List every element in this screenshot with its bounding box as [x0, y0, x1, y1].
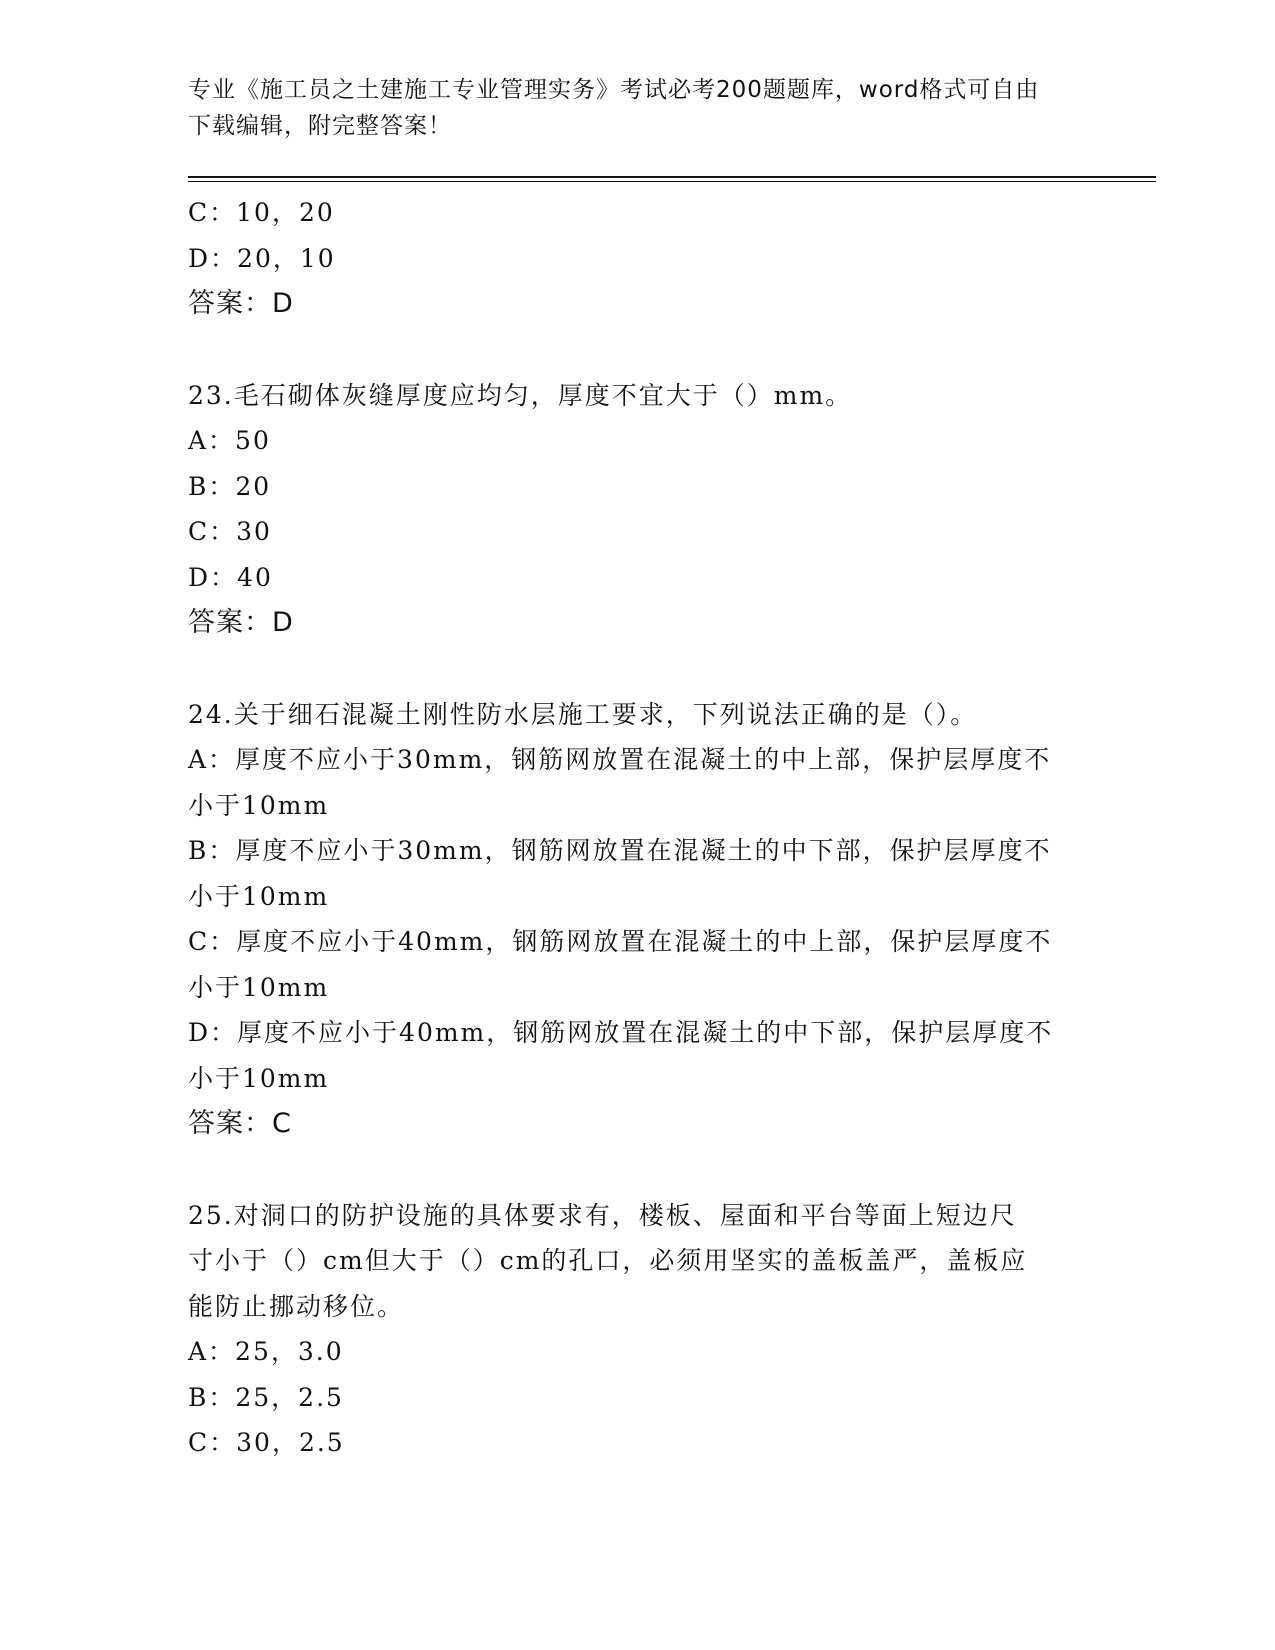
- spacer: [188, 646, 1088, 692]
- spacer: [188, 1147, 1088, 1193]
- q23-option-d: D：40: [188, 562, 273, 592]
- q24-option-b-cont: 小于10mm: [188, 881, 330, 911]
- q25-stem-cont-1: 寸小于（）cm但大于（）cm的孔口，必须用坚实的盖板盖严，盖板应: [188, 1246, 1028, 1275]
- q23-option-c: C：30: [188, 517, 272, 546]
- q24-option-b: B：厚度不应小于30mm，钢筋网放置在混凝土的中下部，保护层厚度不: [188, 836, 1052, 865]
- q24-stem: 24.关于细石混凝土刚性防水层施工要求，下列说法正确的是（）。: [188, 699, 978, 729]
- q25-stem-cont-2: 能防止挪动移位。: [188, 1291, 405, 1321]
- prev-answer: 答案：D: [188, 288, 294, 319]
- q23-option-b: B：20: [188, 471, 272, 501]
- q25-stem: 25.对洞口的防护设施的具体要求有，楼板、屋面和平台等面上短边尺: [188, 1200, 1017, 1230]
- q24-option-a-cont: 小于10mm: [188, 790, 330, 820]
- q24-answer: 答案：C: [188, 1108, 292, 1139]
- page-header: [188, 72, 1068, 144]
- header-divider-thin: [188, 181, 1156, 182]
- q24-option-c-cont: 小于10mm: [188, 972, 330, 1002]
- q23-answer: 答案：D: [188, 607, 294, 638]
- q25-option-c: C：30，2.5: [188, 1428, 345, 1457]
- q23-option-a: A：50: [188, 426, 271, 455]
- header-divider-thick: [188, 176, 1156, 178]
- q25-option-b: B：25，2.5: [188, 1382, 344, 1412]
- header-line-1: 专业《施工员之土建施工专业管理实务》考试必考200题题库，word格式可自由: [188, 77, 1040, 103]
- q24-option-c: C：厚度不应小于40mm，钢筋网放置在混凝土的中上部，保护层厚度不: [188, 927, 1053, 956]
- header-line-2: 下载编辑，附完整答案！: [188, 113, 452, 139]
- question-content: [188, 190, 1088, 1466]
- q24-option-d: D：厚度不应小于40mm，钢筋网放置在混凝土的中下部，保护层厚度不: [188, 1018, 1054, 1047]
- q24-option-a: A：厚度不应小于30mm，钢筋网放置在混凝土的中上部，保护层厚度不: [188, 745, 1052, 774]
- spacer: [188, 327, 1088, 373]
- q23-stem: 23.毛石砌体灰缝厚度应均匀，厚度不宜大于（）mm。: [188, 380, 853, 410]
- q25-option-a: A：25，3.0: [188, 1337, 344, 1366]
- prev-option-d: D：20，10: [188, 243, 336, 273]
- prev-option-c: C：10，20: [188, 198, 335, 227]
- q24-option-d-cont: 小于10mm: [188, 1063, 330, 1093]
